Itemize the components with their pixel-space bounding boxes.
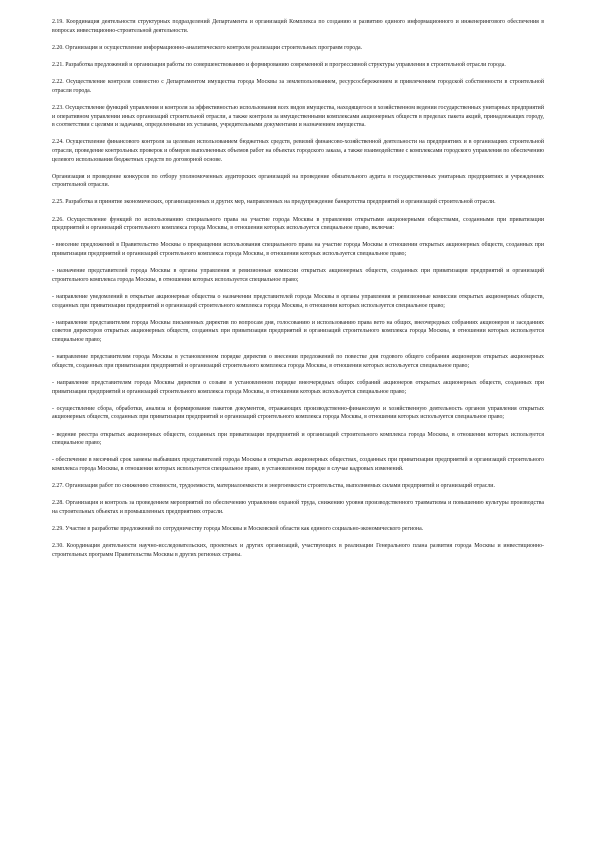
paragraph-2-24: 2.24. Осуществление финансового контроля за целевым использованием бюджетных средств, ревизий финансово-хозяйственной деятельности на предприятиях и в организациях строительной отрасли, проведение контрольных проверок и обмеров выполненных объемов работ на объектах городского заказа, а также взаимодействие с комплексами городского управления по обеспечению целевого использования бюджетных средств по договорной основе. [52, 139, 544, 163]
paragraph-2-29: 2.29. Участие в разработке предложений по сотрудничеству города Москвы и Московской области как единого социально-экономического региона. [52, 526, 424, 533]
list-item-written-directives: - направление представителям города Москвы письменных директив по вопросам дня, голосованию и использованию права вето на общих, внеочередных собраниях акционеров и заседаниях советов директоров открытых акционерных обществ, созданных при приватизации предприятий и организаций строительного комплекса города Москвы, в отношении которых используется специальное право; [52, 319, 544, 343]
paragraph-2-27: 2.27. Организация работ по снижению стоимости, трудоемкости, материалоемкости и энергоемкости строительства, выполняемых силами предприятий и организаций отрасли. [52, 483, 495, 490]
list-item-document-packages: - осуществление сбора, обработки, анализа и формирование пакетов документов, отражающих производственно-финансовую и хозяйственную деятельность органов управления открытых акционерных обществ, созданных при приватизации предприятий и организаций строительного комплекса города Москвы, в отношении которых используется специальное право; [52, 405, 544, 421]
list-item-replacement: - обеспечение в месячный срок замены выбывших представителей города Москвы в открытых акционерных обществах, созданных при приватизации предприятий и организаций строительного комплекса города Москвы, в отношении которых используется специальное право, в установленном порядке в случае кадровых изменений. [52, 457, 544, 472]
paragraph-2-23: 2.23. Осуществление функций управления и контроля за эффективностью использования всех видов имущества, находящегося в хозяйственном ведении государственных унитарных предприятий и оперативном управлении иных организаций строительной отрасли, а также контроля за имущественными комплексами акционерных обществ в пределах пакета акций, принадлежащих городу, в соответствии с целями и задачами, определенными их уставами, учредительными документами и назначением имущества. [52, 104, 544, 129]
document-page [52, 18, 544, 559]
list-item-extraordinary-meetings: - направление представителям города Москвы директив о созыве в установленном порядке внеочередных общих собраний акционеров открытых акционерных обществ, созданных при приватизации предприятий и организаций строительного комплекса города Москвы, в отношении которых используется специальное право; [52, 379, 544, 395]
paragraph-audit-tenders: Организация и проведение конкурсов по отбору уполномоченных аудиторских организаций на проведение обязательного аудита в государственных унитарных предприятиях и учреждениях строительной отрасли. [52, 173, 544, 189]
paragraph-2-21: 2.21. Разработка предложений и организация работы по совершенствованию и формированию современной и прогрессивной структуры управления в строительной отрасли города. [52, 61, 506, 68]
list-item-notifications: - направление уведомлений в открытые акционерные общества о назначении представителей города Москвы в органы управления и ревизионные комиссии открытых акционерных обществ, созданных при приватизации предприятий и организаций строительного комплекса города Москвы, в отношении которых используется специальное право; [52, 294, 544, 309]
paragraph-2-22: 2.22. Осуществление контроля совместно с Департаментом имущества города Москвы за землепользованием, ресурсосбережением и привлечением городской собственности в строительной отрасли города. [52, 79, 544, 94]
paragraph-2-26: 2.26. Осуществление функций по использованию специального права на участие города Москвы в управлении открытыми акционерными обществами, созданными при приватизации предприятий и организаций строительного комплекса города Москвы, в отношении которых используется специальное право, включая: [52, 216, 544, 232]
paragraph-2-19: 2.19. Координация деятельности структурных подразделений Департамента и организаций Комплекса по созданию и развитию единого информационного и инженерингового обеспечения в вопросах инвестиционно-строительной деятельности. [52, 19, 544, 34]
list-item-appoint-representatives: - назначение представителей города Москвы в органы управления и ревизионные комиссии открытых акционерных обществ, созданных при приватизации предприятий и организаций строительного комплекса города Москвы, в отношении которых используется специальное право; [52, 268, 544, 283]
paragraph-2-20: 2.20. Организация и осуществление информационно-аналитического контроля реализации строительных программ города. [52, 44, 363, 51]
list-item-special-right-termination: - внесение предложений в Правительство Москвы о прекращении использования специального права на участие города Москвы в отношении открытых акционерных обществ, созданных при приватизации предприятий и организаций строительного комплекса города Москвы, в отношении которых используется специальное право; [52, 242, 544, 258]
list-item-registry: - ведение реестра открытых акционерных обществ, созданных при приватизации предприятий и организаций строительного комплекса города Москвы, в отношении которых используется специальное право; [52, 431, 544, 447]
list-item-agenda-directives: - направление представителям города Москвы в установленном порядке директив о внесении предложений по повестке дня годового общего собрания акционеров открытых акционерных обществ, созданных при приватизации предприятий и организаций строительного комплекса города Москвы, в отношении которых используется специальное право; [52, 354, 544, 369]
paragraph-2-28: 2.28. Организация и контроль за проведением мероприятий по обеспечению управления охраной труда, снижению уровня производственного травматизма и повышению культуры производства на строительных объектах и промышленных предприятиях отрасли. [52, 500, 544, 515]
paragraph-2-30: 2.30. Координация деятельности научно-исследовательских, проектных и других организаций, участвующих в реализации Генерального плана развития города Москвы и инвестиционно-строительных программ Правительства Москвы в других регионах страны. [52, 543, 544, 558]
paragraph-2-25: 2.25. Разработка и принятие экономических, организационных и других мер, направленных на предупреждение банкротства предприятий и организаций строительной отрасли. [52, 199, 496, 206]
